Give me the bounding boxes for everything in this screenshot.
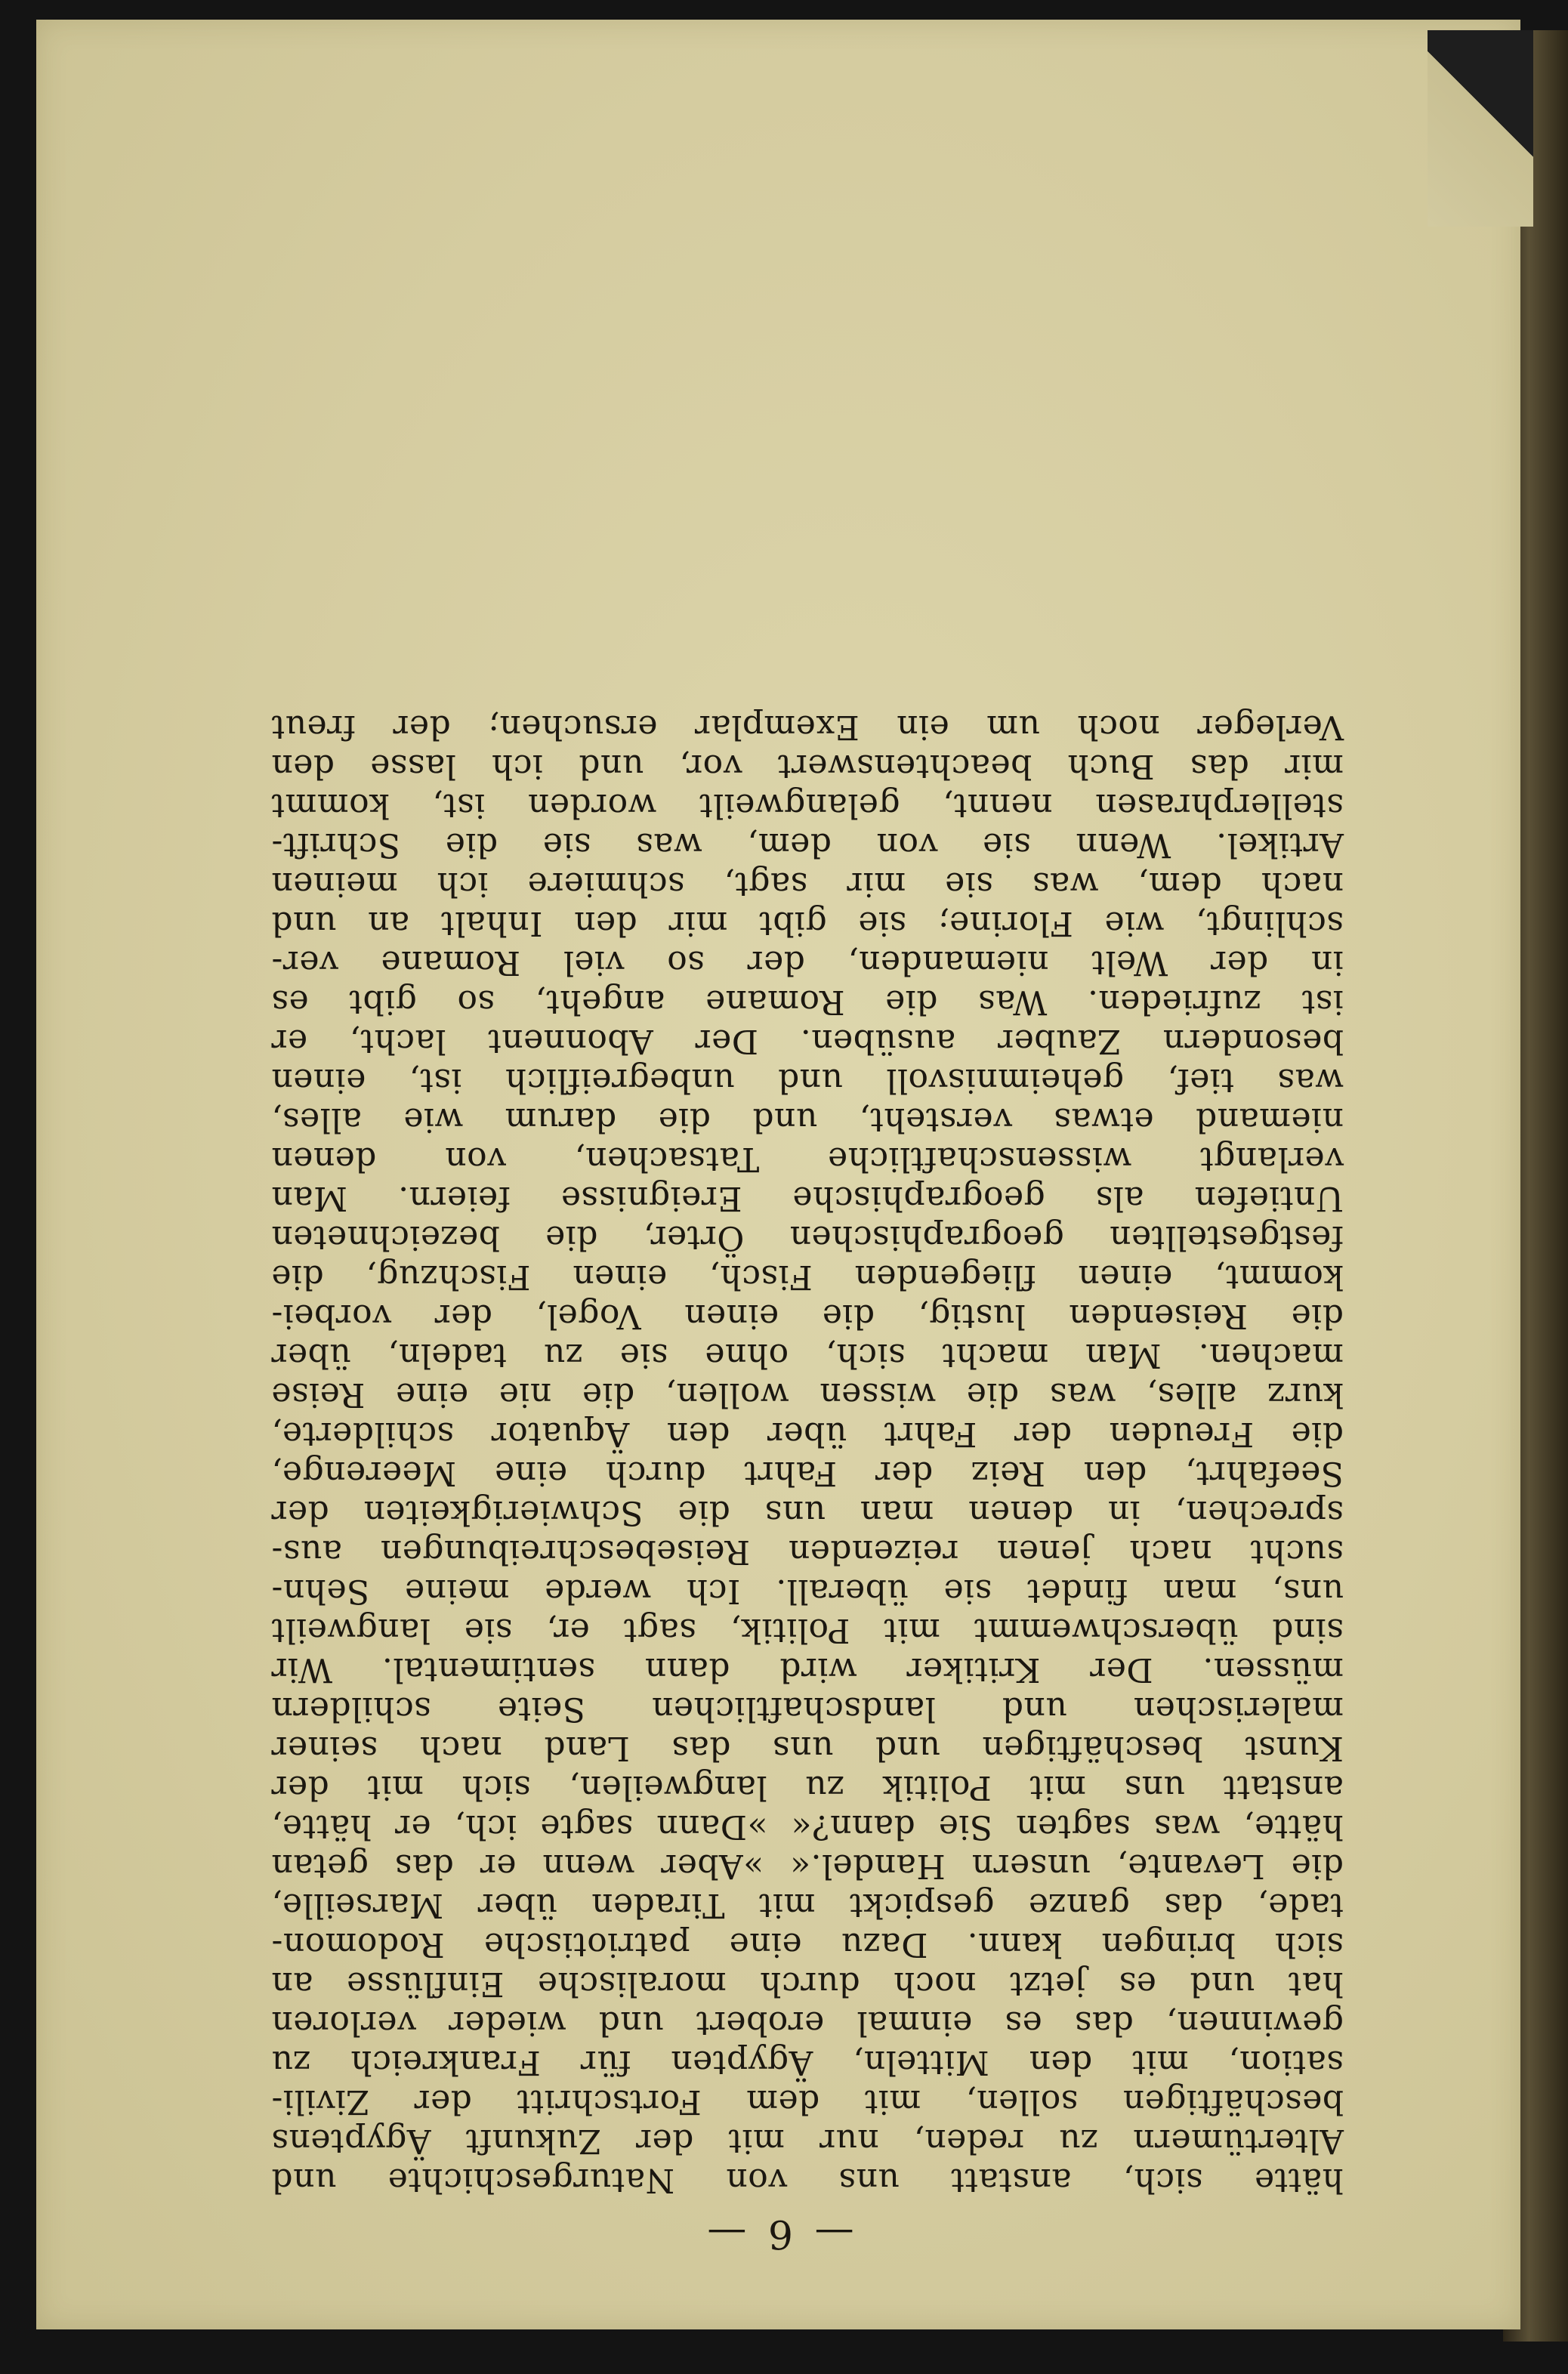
- text-line: die Reisenden lustig, die einen Vogel, der vorbei-: [271, 1297, 1344, 1335]
- page-number: — 6 —: [702, 2211, 854, 2256]
- text-line: kommt, einen fliegenden Fisch, einen Fischzug, die: [271, 1258, 1344, 1296]
- text-line: müssen. Der Kritiker wird dann sentimental. Wir: [271, 1650, 1344, 1689]
- text-line: machen. Man macht sich, ohne sie zu tadeln, über: [271, 1336, 1344, 1375]
- text-line: tade, das ganze gespickt mit Tiraden über Marseille,: [271, 1886, 1344, 1925]
- text-line: Untiefen als geographische Ereignisse feiern. Man: [271, 1179, 1344, 1218]
- text-line: besondern Zauber ausüben. Der Abonnent lacht, er: [271, 1022, 1344, 1060]
- text-line: Verleger noch um ein Exemplar ersuchen; der freut: [271, 708, 1344, 746]
- text-line: malerischen und landschaftlichen Seite schildern: [271, 1690, 1344, 1728]
- text-line: Seefahrt, den Reiz der Fahrt durch eine Meerenge,: [271, 1454, 1344, 1493]
- text-line: hätte, was sagten Sie dann?« »Dann sagte ich, er hätte,: [271, 1808, 1344, 1846]
- book-page: [36, 20, 1520, 2329]
- text-line: sation, mit den Mitteln, Ägypten für Frankreich zu: [271, 2043, 1344, 2082]
- text-line: niemand etwas versteht, und die darum wie alles,: [271, 1101, 1344, 1139]
- text-line: anstatt uns mit Politik zu langweilen, sich mit der: [271, 1768, 1344, 1807]
- folded-corner: [1428, 30, 1533, 227]
- text-line: stellerphrasen nennt, gelangweilt worden ist, kommt: [271, 786, 1344, 825]
- text-line: Altertümern zu reden, nur mit der Zukunft Ägyptens: [271, 2122, 1344, 2160]
- page-content-upside-down: [36, 20, 1520, 2329]
- text-line: verlangt wissenschaftliche Tatsachen, von denen: [271, 1140, 1344, 1178]
- text-line: die Freuden der Fahrt über den Äquator schilderte,: [271, 1415, 1344, 1453]
- text-line: mir das Buch beachtenswert vor, und ich lasse den: [271, 747, 1344, 786]
- text-line: in der Welt niemanden, der so viel Romane ver-: [271, 943, 1344, 982]
- body-text: [271, 707, 1344, 2200]
- text-line: schlingt, wie Florine; sie gibt mir den Inhalt an und: [271, 904, 1344, 943]
- text-line: was tief, geheimnisvoll und unbegreiflich ist, einen: [271, 1061, 1344, 1100]
- text-line: festgestellten geographischen Örter, die bezeichneten: [271, 1218, 1344, 1257]
- text-line: sich bringen kann. Dazu eine patriotische Rodomon-: [271, 1925, 1344, 1964]
- text-line: hätte sich, anstatt uns von Naturgeschichte und: [271, 2161, 1344, 2200]
- text-line: kurz alles, was die wissen wollen, die nie eine Reise: [271, 1375, 1344, 1414]
- text-line: nach dem, was sie mir sagt, schmiere ich meinen: [271, 865, 1344, 903]
- text-line: gewinnen, das es einmal erobert und wieder verloren: [271, 2004, 1344, 2042]
- text-line: hat und es jetzt noch durch moralische Einflüsse an: [271, 1965, 1344, 2003]
- text-line: ist zufrieden. Was die Romane angeht, so gibt es: [271, 983, 1344, 1021]
- text-line: Artikel. Wenn sie von dem, was sie die Schrift-: [271, 826, 1344, 864]
- text-line: sucht nach jenen reizenden Reisebeschreibungen aus-: [271, 1533, 1344, 1571]
- text-line: sind überschwemmt mit Politik, sagt er, sie langweilt: [271, 1611, 1344, 1650]
- text-line: die Levante, unsern Handel.« »Aber wenn er das getan: [271, 1847, 1344, 1885]
- text-line: sprechen, in denen man uns die Schwierigkeiten der: [271, 1493, 1344, 1532]
- text-line: uns, man findet sie überall. Ich werde meine Sehn-: [271, 1572, 1344, 1610]
- text-line: beschäftigen sollen, mit dem Fortschritt der Zivili-: [271, 2082, 1344, 2121]
- text-line: Kunst beschäftigen und uns das Land nach seiner: [271, 1729, 1344, 1767]
